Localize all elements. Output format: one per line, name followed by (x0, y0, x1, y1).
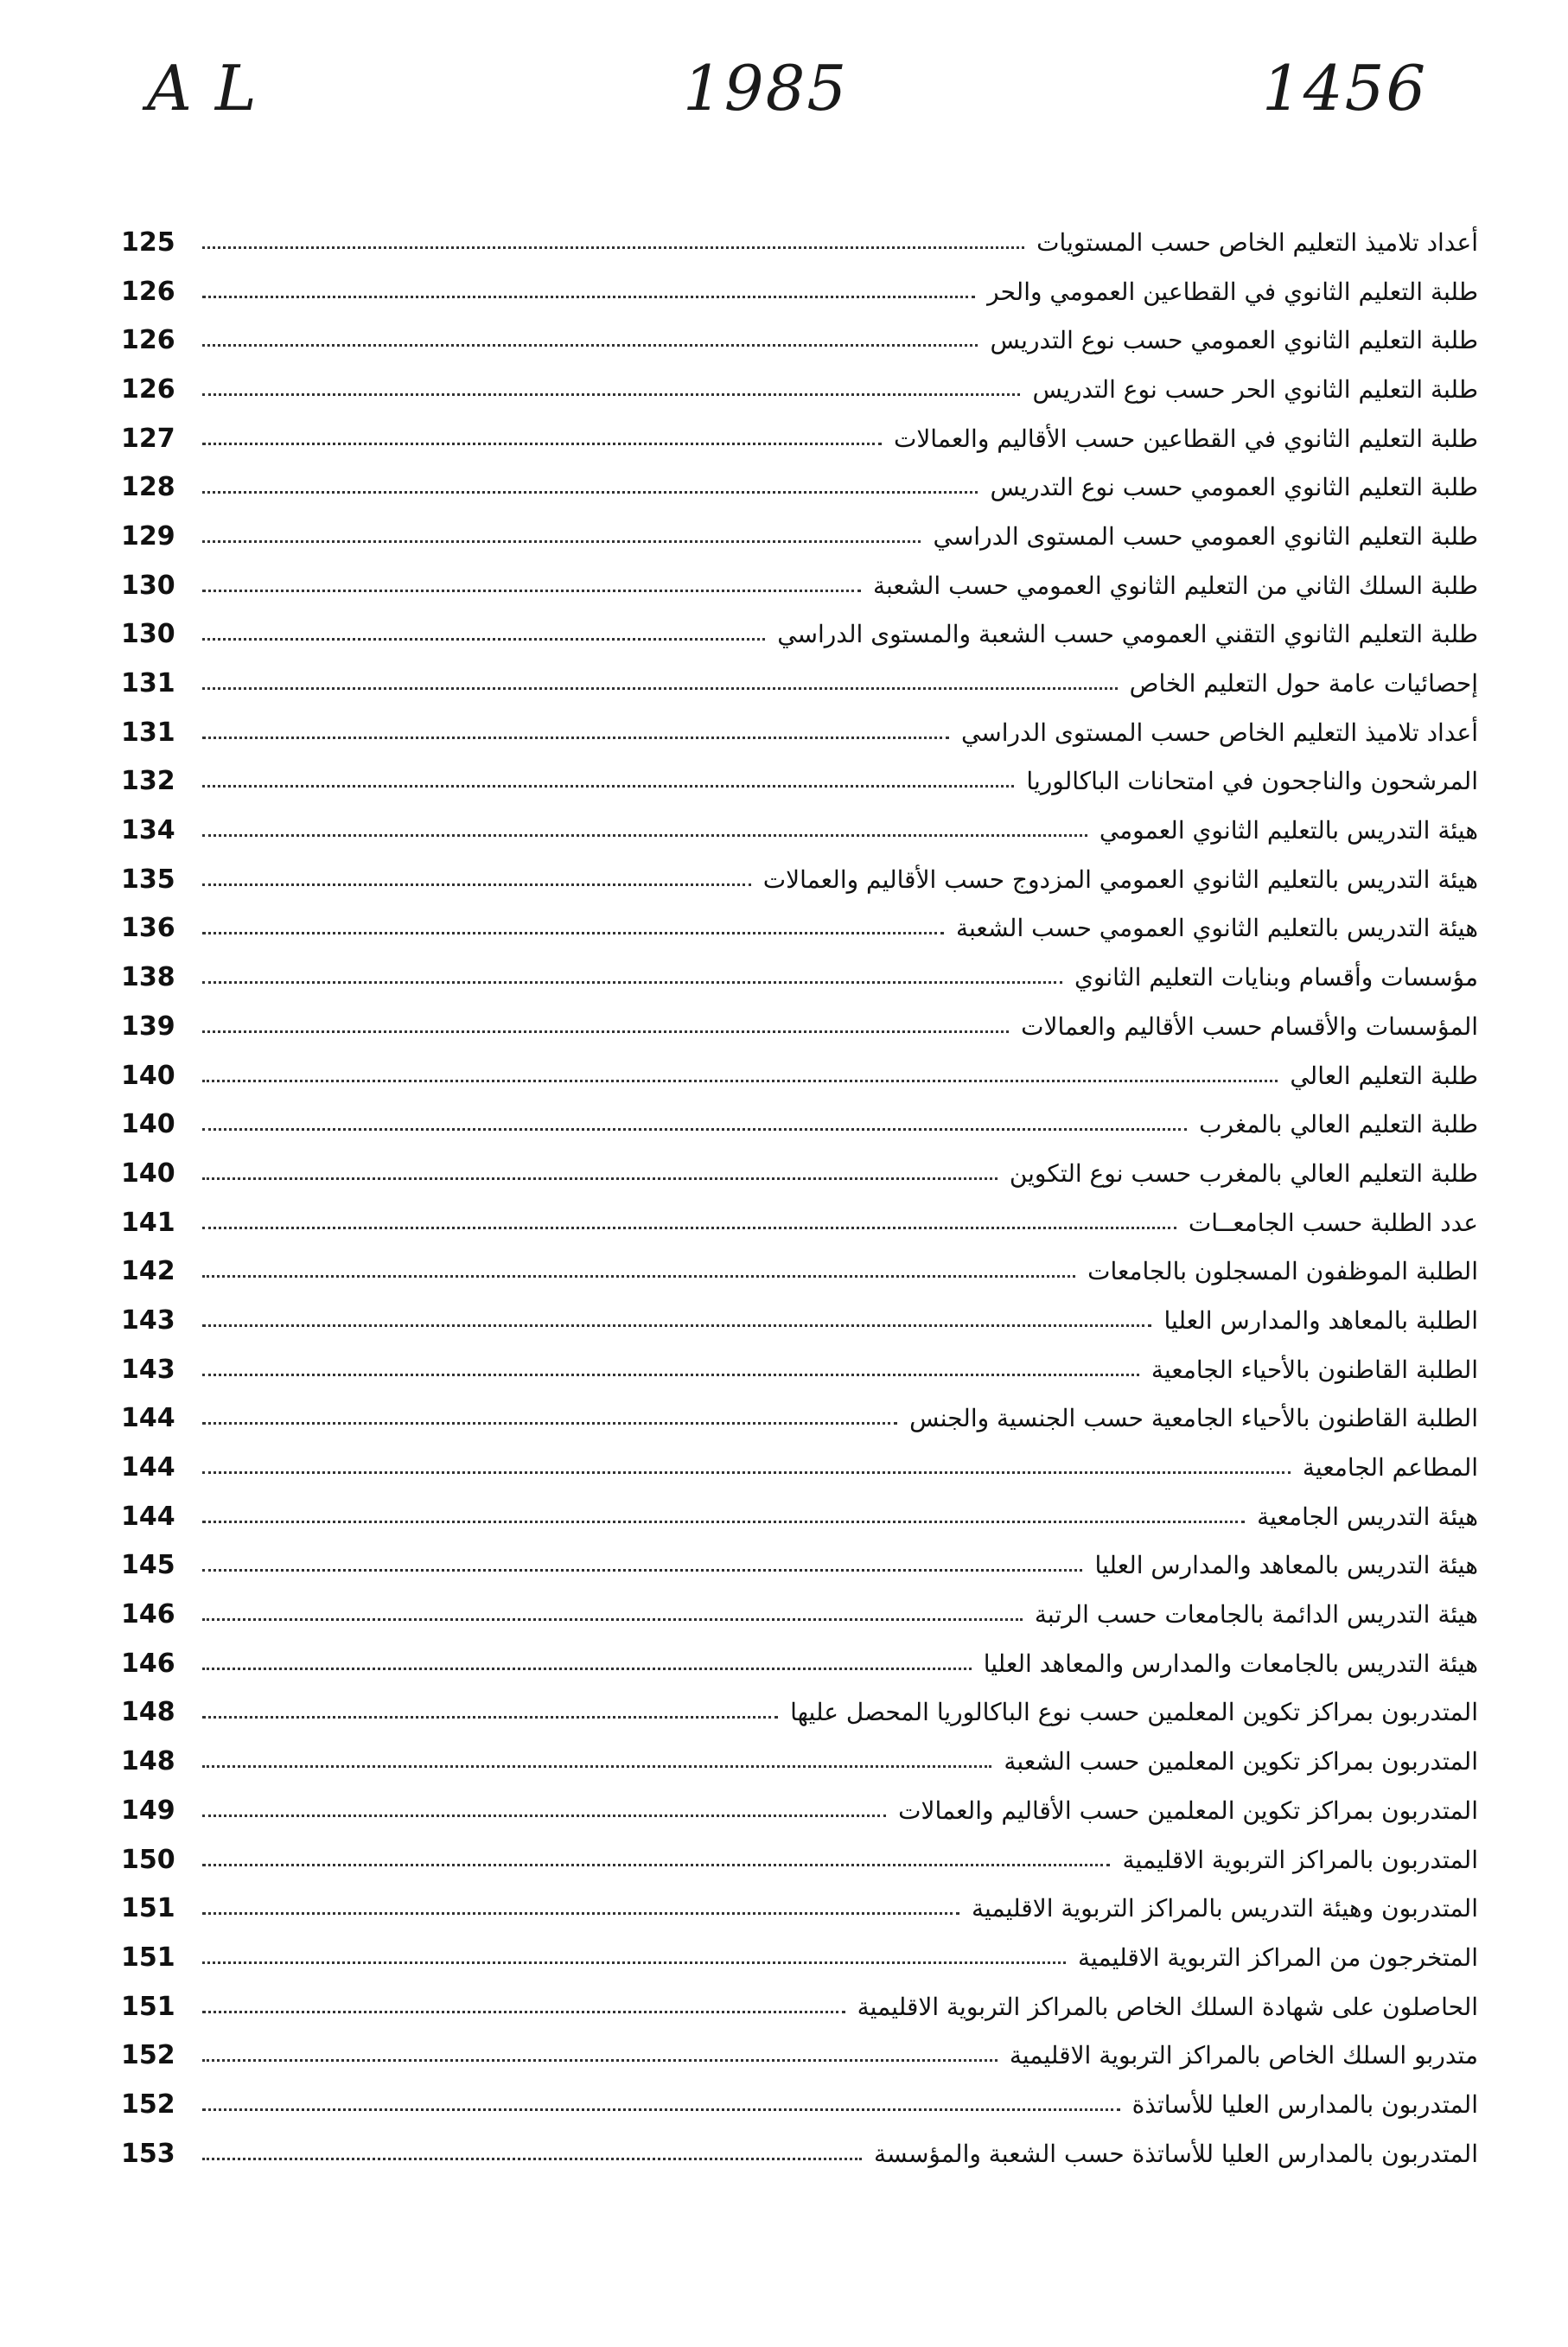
toc-entry-page-number: 148 (121, 1746, 175, 1777)
toc-entry-page-number: 144 (121, 1452, 175, 1483)
toc-entry (121, 365, 1478, 414)
toc-entry (121, 1982, 1478, 2031)
toc-entry-page-number: 130 (121, 570, 175, 601)
toc-entry-title: الطلبة بالمعاهد والمدارس العليا (1163, 1305, 1478, 1335)
toc-entry-page-number: 140 (121, 1158, 175, 1189)
toc-entry-title: طلبة التعليم الثانوي في القطاعين حسب الأقاليم والعمالات (893, 424, 1478, 453)
dot-leader (202, 737, 949, 739)
toc-entry (121, 1100, 1478, 1149)
toc-entry (121, 1345, 1478, 1394)
toc-entry (121, 1492, 1478, 1541)
toc-entry (121, 1737, 1478, 1786)
toc-entry-title: الطلبة القاطنون بالأحياء الجامعية (1151, 1355, 1478, 1384)
toc-entry-page-number: 151 (121, 1942, 175, 1973)
toc-entry-title: طلبة التعليم الثانوي الحر حسب نوع التدريس (1032, 374, 1478, 404)
toc-entry-title: عدد الطلبة حسب الجامعــات (1188, 1208, 1478, 1237)
toc-entry-title: هيئة التدريس بالمعاهد والمدارس العليا (1094, 1551, 1478, 1580)
toc-entry (121, 757, 1478, 807)
dot-leader (202, 1814, 886, 1817)
handwritten-note-left: A L (147, 52, 258, 124)
toc-entry-page-number: 142 (121, 1256, 175, 1287)
toc-entry-title: هيئة التدريس بالتعليم الثانوي العمومي (1099, 816, 1478, 845)
toc-entry-page-number: 126 (121, 373, 175, 405)
toc-entry (121, 2031, 1478, 2080)
toc-entry-title: طلبة التعليم الثانوي في القطاعين العمومي والحر (987, 277, 1478, 306)
toc-entry-title: هيئة التدريس بالتعليم الثانوي العمومي المزدوج حسب الأقاليم والعمالات (762, 864, 1478, 894)
dot-leader (202, 981, 1062, 984)
dot-leader (202, 785, 1014, 788)
toc-entry-title: طلبة التعليم العالي بالمغرب (1199, 1110, 1478, 1139)
dot-leader (202, 540, 921, 543)
toc-entry-title: هيئة التدريس الدائمة بالجامعات حسب الرتبة (1034, 1600, 1478, 1630)
toc-entry-title: الطلبة القاطنون بالأحياء الجامعية حسب الجنسية والجنس (909, 1404, 1478, 1433)
dot-leader (202, 1177, 998, 1180)
toc-entry (121, 659, 1478, 708)
toc-entry (121, 316, 1478, 365)
toc-entry (121, 904, 1478, 953)
toc-entry-page-number: 134 (121, 815, 175, 846)
toc-entry-title: المرشحون والناجحون في امتحانات الباكالوريا (1026, 767, 1478, 796)
dot-leader (202, 834, 1087, 837)
dot-leader (202, 1765, 991, 1768)
toc-entry-page-number: 148 (121, 1697, 175, 1728)
toc-entry (121, 1198, 1478, 1247)
toc-entry (121, 1149, 1478, 1198)
dot-leader (202, 491, 978, 494)
dot-leader (202, 2059, 998, 2062)
toc-entry (121, 218, 1478, 267)
toc-entry-title: المتدربون وهيئة التدريس بالمراكز التربوية الاقليمية (972, 1894, 1478, 1923)
dot-leader (202, 1912, 959, 1915)
toc-entry (121, 1884, 1478, 1933)
handwritten-note-right: 1456 (1262, 52, 1428, 124)
toc-entry-title: طلبة التعليم الثانوي التقني العمومي حسب الشعبة والمستوى الدراسي (777, 620, 1478, 649)
toc-entry (121, 806, 1478, 855)
toc-entry-title: طلبة التعليم الثانوي العمومي حسب نوع التدريس (990, 473, 1478, 502)
dot-leader (202, 638, 765, 641)
toc-entry (121, 953, 1478, 1002)
toc-entry-title: المتدربون بمراكز تكوين المعلمين حسب نوع الباكالوريا المحصل عليها (790, 1698, 1478, 1727)
dot-leader (202, 1128, 1187, 1131)
dot-leader (202, 2158, 862, 2160)
dot-leader (202, 296, 975, 298)
toc-entry-title: المتخرجون من المراكز التربوية الاقليمية (1078, 1942, 1478, 1972)
dot-leader (202, 1618, 1023, 1621)
toc-entry-page-number: 151 (121, 1991, 175, 2022)
toc-entry-title: الطلبة الموظفون المسجلون بالجامعات (1087, 1257, 1478, 1286)
toc-entry-page-number: 151 (121, 1893, 175, 1924)
toc-entry-page-number: 126 (121, 276, 175, 307)
toc-entry (121, 708, 1478, 757)
toc-entry-page-number: 127 (121, 423, 175, 454)
dot-leader (202, 1275, 1075, 1278)
dot-leader (202, 1471, 1291, 1474)
toc-entry-title: إحصائيات عامة حول التعليم الخاص (1129, 669, 1478, 698)
toc-entry-title: مؤسسات وأقسام وبنايات التعليم الثانوي (1074, 963, 1478, 992)
toc-entry-title: المتدربون بالمدارس العليا للأساتذة حسب الشعبة والمؤسسة (873, 2139, 1478, 2168)
toc-entry (121, 462, 1478, 512)
toc-entry-title: هيئة التدريس الجامعية (1257, 1502, 1478, 1531)
dot-leader (202, 1716, 778, 1719)
toc-entry-page-number: 149 (121, 1795, 175, 1826)
toc-entry (121, 1590, 1478, 1639)
dot-leader (202, 1324, 1151, 1327)
dot-leader (202, 393, 1020, 396)
toc-entry (121, 1443, 1478, 1492)
toc-entry (121, 1541, 1478, 1591)
toc-entry-page-number: 136 (121, 913, 175, 944)
toc-entry (121, 267, 1478, 316)
table-of-contents (121, 218, 1478, 2178)
toc-entry-page-number: 135 (121, 864, 175, 895)
toc-entry-title: المتدربون بالمدارس العليا للأساتذة (1131, 2089, 1478, 2119)
toc-entry-title: طلبة السلك الثاني من التعليم الثانوي العمومي حسب الشعبة (872, 571, 1478, 600)
toc-entry (121, 1639, 1478, 1688)
toc-entry-title: هيئة التدريس بالتعليم الثانوي العمومي حسب الشعبة (955, 914, 1478, 943)
toc-entry-title: الحاصلون على شهادة السلك الخاص بالمراكز التربوية الاقليمية (857, 1992, 1478, 2021)
toc-entry-page-number: 146 (121, 1648, 175, 1679)
toc-entry (121, 1933, 1478, 1982)
dot-leader (202, 246, 1024, 249)
dot-leader (202, 2108, 1120, 2111)
toc-entry-page-number: 140 (121, 1109, 175, 1140)
toc-entry-page-number: 129 (121, 520, 175, 552)
toc-entry-title: المطاعم الجامعية (1302, 1453, 1478, 1483)
toc-entry (121, 1002, 1478, 1051)
toc-entry-title: المتدربون بمراكز تكوين المعلمين حسب الشعبة (1004, 1747, 1478, 1776)
toc-entry (121, 414, 1478, 463)
dot-leader (202, 2011, 845, 2013)
toc-entry-title: المؤسسات والأقسام حسب الأقاليم والعمالات (1021, 1011, 1478, 1041)
dot-leader (202, 1864, 1110, 1866)
toc-entry-title: المتدربون بمراكز تكوين المعلمين حسب الأقاليم والعمالات (898, 1795, 1478, 1825)
toc-entry-page-number: 125 (121, 226, 175, 258)
dot-leader (202, 590, 861, 592)
dot-leader (202, 1422, 897, 1425)
dot-leader (202, 443, 882, 445)
toc-entry (121, 1688, 1478, 1738)
toc-entry-page-number: 132 (121, 766, 175, 797)
toc-entry-page-number: 138 (121, 962, 175, 993)
toc-entry-page-number: 131 (121, 668, 175, 699)
toc-entry (121, 1247, 1478, 1296)
dot-leader (202, 883, 751, 886)
toc-entry-page-number: 152 (121, 2089, 175, 2120)
toc-entry (121, 2129, 1478, 2178)
toc-entry-page-number: 128 (121, 472, 175, 503)
toc-entry-page-number: 150 (121, 1844, 175, 1875)
toc-entry-page-number: 144 (121, 1501, 175, 1532)
toc-entry-page-number: 126 (121, 325, 175, 356)
toc-entry (121, 512, 1478, 561)
toc-entry-title: المتدربون بالمراكز التربوية الاقليمية (1122, 1845, 1478, 1874)
toc-entry-title: هيئة التدريس بالجامعات والمدارس والمعاهد العليا (983, 1649, 1478, 1678)
toc-entry-page-number: 144 (121, 1403, 175, 1434)
toc-entry (121, 2080, 1478, 2129)
toc-entry (121, 1296, 1478, 1345)
dot-leader (202, 1668, 972, 1670)
toc-entry-page-number: 131 (121, 717, 175, 748)
toc-entry-page-number: 152 (121, 2040, 175, 2071)
toc-entry-page-number: 153 (121, 2138, 175, 2169)
dot-leader (202, 1521, 1245, 1523)
toc-entry-title: أعداد تلاميذ التعليم الخاص حسب المستويات (1036, 227, 1478, 257)
toc-entry (121, 561, 1478, 610)
toc-entry-title: طلبة التعليم العالي بالمغرب حسب نوع التكوين (1009, 1158, 1478, 1188)
toc-entry-title: طلبة التعليم العالي (1290, 1061, 1478, 1090)
dot-leader (202, 687, 1118, 690)
dot-leader (202, 1080, 1278, 1082)
dot-leader (202, 932, 944, 934)
toc-entry (121, 1394, 1478, 1444)
toc-entry-page-number: 141 (121, 1207, 175, 1238)
toc-entry-page-number: 146 (121, 1599, 175, 1630)
toc-entry (121, 1051, 1478, 1100)
toc-entry-page-number: 140 (121, 1060, 175, 1091)
toc-entry-page-number: 145 (121, 1550, 175, 1581)
toc-entry-title: أعداد تلاميذ التعليم الخاص حسب المستوى الدراسي (960, 717, 1478, 747)
toc-entry-page-number: 130 (121, 619, 175, 650)
dot-leader (202, 1569, 1082, 1572)
toc-entry-title: طلبة التعليم الثانوي العمومي حسب نوع التدريس (990, 326, 1478, 355)
toc-entry (121, 610, 1478, 660)
dot-leader (202, 344, 978, 347)
dot-leader (202, 1227, 1176, 1229)
handwritten-note-center: 1985 (683, 52, 849, 124)
toc-entry-title: متدربو السلك الخاص بالمراكز التربوية الاقليمية (1009, 2041, 1478, 2070)
toc-entry-page-number: 143 (121, 1354, 175, 1385)
dot-leader (202, 1030, 1009, 1033)
dot-leader (202, 1374, 1139, 1376)
toc-entry-page-number: 143 (121, 1304, 175, 1336)
toc-entry (121, 1835, 1478, 1885)
toc-entry-title: طلبة التعليم الثانوي العمومي حسب المستوى الدراسي (933, 521, 1478, 551)
toc-entry (121, 855, 1478, 904)
toc-entry-page-number: 139 (121, 1011, 175, 1042)
toc-entry (121, 1786, 1478, 1835)
dot-leader (202, 1961, 1066, 1964)
